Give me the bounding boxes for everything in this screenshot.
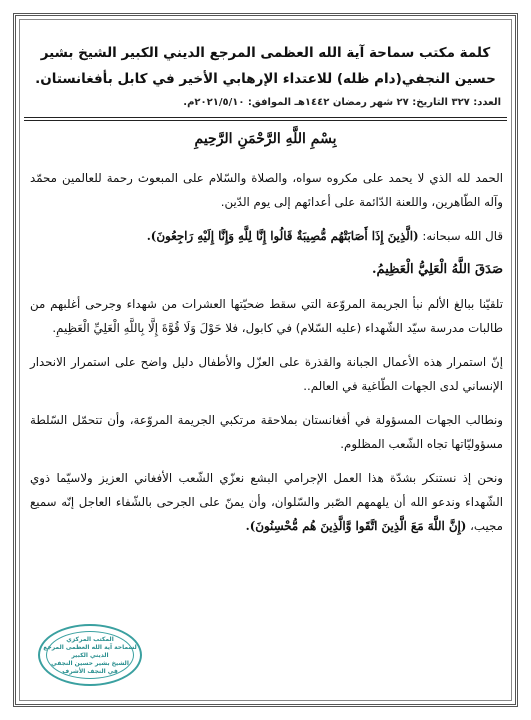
paragraph-news: تلقيّنا ببالغ الألم نبأ الجريمة المروّعة التي سقط ضحيّتها العشرات من شهداء وجرحى أغلبهم من طالبات مدرسة سيّد الشّهداء (عليه السّلام) في كابول، فلا حَوْلَ وَلَا قُوَّةَ إِلَّا بِاللَّهِ الْعَلِيِّ الْعَظِيمِ. — [30, 297, 503, 335]
stamp-line-1: المكتب المركزي — [66, 636, 114, 643]
quran-verse: (الَّذِينَ إِذَا أَصَابَتْهُم مُّصِيبَةٌ قَالُوا إِنَّا لِلَّهِ وَإِنَّا إِلَيْهِ رَاجِعُونَ). — [146, 229, 419, 243]
header-divider — [24, 117, 507, 118]
basmala: بِسْمِ اللَّهِ الرَّحْمَنِ الرَّحِيمِ — [194, 131, 337, 147]
paragraph-demand: ونطالب الجهات المسؤولة في أفغانستان بملاحقة مرتكبي الجريمة المروّعة، وأن تتحمّل السّلطة مسؤوليّاتها تجاه الشّعب المظلوم. — [30, 413, 503, 451]
condolence-text: ونحن إذ نستنكر بشدّة هذا العمل الإجرامي البشع نعزّي الشّعب الأفغاني العزيز ولاسيّما ذوي الشّهداء وندعو الله أن يلهمهم الصّبر والسّلوان، وأن يمنّ على الجرحى بالشّفاء العاجل إنّه سميع مجيب، — [30, 471, 503, 533]
paragraph-condolence — [30, 466, 503, 538]
document-title: كلمة مكتب سماحة آية الله العظمى المرجع الديني الكبير الشيخ بشير حسين النجفي(دام ظله) للاعتداء الإرهابي الأخير في كابل بأفغانستان. — [35, 45, 496, 87]
paragraph-condemnation: إنّ استمرار هذه الأعمال الجبانة والقذرة على العزّل والأطفال دليل واضح على استمرار الانحدار الإنساني لدى الجهات الطّاغية في العالم.. — [30, 355, 503, 393]
quote-intro: قال الله سبحانه: — [418, 229, 503, 243]
closing-verse: (إِنَّ اللَّهَ مَعَ الَّذِينَ اتَّقَوا وَّالَّذِينَ هُم مُّحْسِنُونَ). — [245, 519, 467, 533]
office-seal-stamp — [38, 624, 142, 686]
paragraph-opening: الحمد لله الذي لا يحمد على مكروه سواه، والصلاة والسّلام على المبعوث رحمة للعالمين محمّد وآله الطّاهرين، واللعنة الدّائمة على أعدائهم إلى يوم الدّين. — [30, 171, 503, 209]
header-divider-secondary — [24, 120, 507, 121]
document-meta: العدد: ٣٢٧ التاريخ: ٢٧ شهر رمضان ١٤٤٢هـ الموافق: ٢٠٢١/٥/١٠م. — [183, 97, 501, 108]
paragraph-quran-quote — [30, 224, 503, 248]
document-body — [30, 166, 503, 548]
stamp-line-2: لسماحة آية الله العظمى المرجع الديني الكبير — [43, 644, 137, 659]
stamp-line-3: الشيخ بشير حسين النجفي — [51, 660, 129, 667]
stamp-text — [40, 636, 140, 676]
stamp-line-4: في النجف الأشرف — [62, 668, 118, 675]
sadaq-line: صَدَقَ اللَّهُ الْعَلِيُّ الْعَظِيمُ. — [372, 262, 503, 277]
